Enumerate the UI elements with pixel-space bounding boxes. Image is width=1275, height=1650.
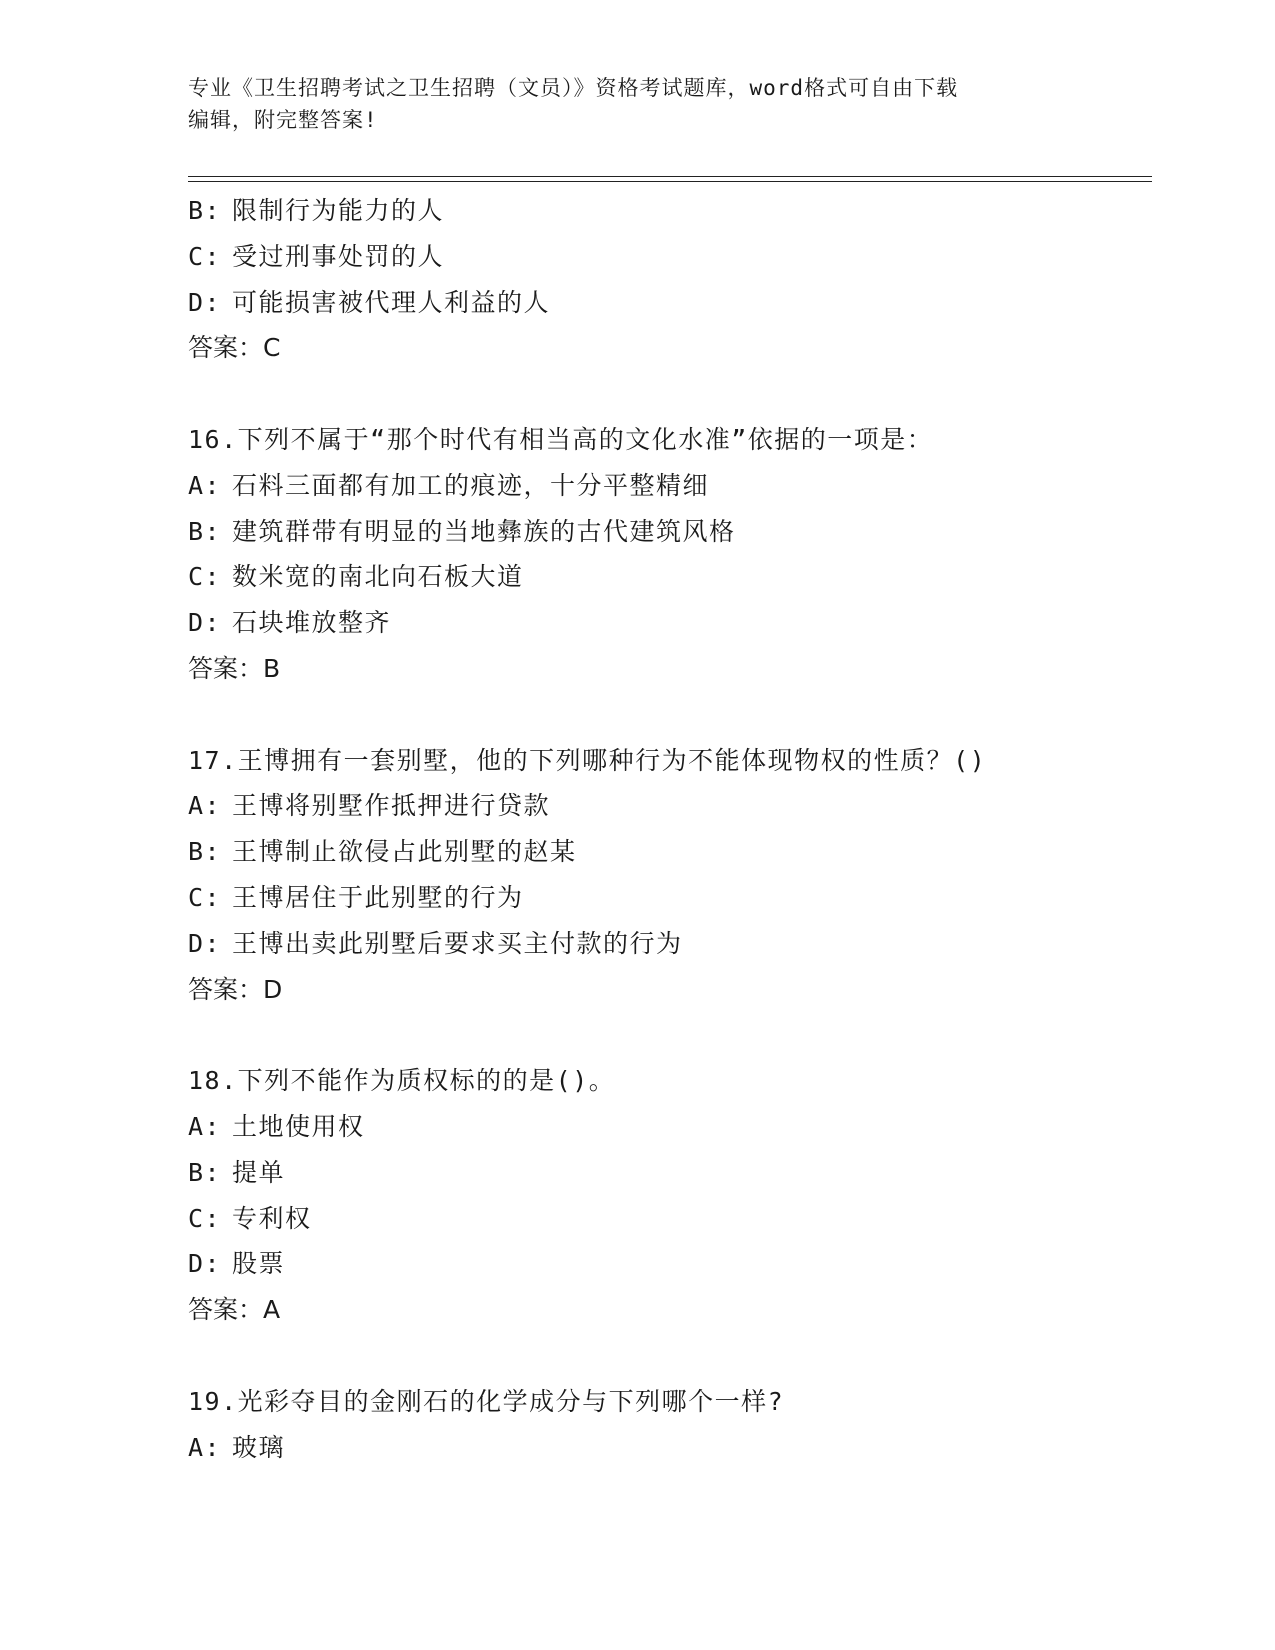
- option-letter: A:: [188, 470, 222, 500]
- answer: 答案：A: [188, 1295, 281, 1325]
- answer: 答案：B: [188, 653, 281, 683]
- option-text: 可能损害被代理人利益的人: [232, 287, 551, 317]
- option-text: 建筑群带有明显的当地彝族的古代建筑风格: [232, 516, 736, 546]
- answer: 答案：C: [188, 333, 281, 363]
- option-a: [188, 783, 1152, 829]
- option-letter: C:: [188, 882, 222, 912]
- document-header: [188, 72, 1068, 136]
- option-d: [188, 600, 1152, 646]
- option-letter: A:: [188, 1111, 222, 1141]
- option-c: [188, 554, 1152, 600]
- option-letter: A:: [188, 791, 222, 821]
- option-letter: D:: [188, 1249, 222, 1279]
- option-letter: D:: [188, 928, 222, 958]
- option-text: 限制行为能力的人: [232, 196, 445, 225]
- option-a: [188, 1425, 1152, 1471]
- option-letter: A:: [188, 1432, 222, 1462]
- option-text: 专利权: [232, 1203, 312, 1233]
- option-text: 提单: [232, 1157, 286, 1187]
- option-text: 受过刑事处罚的人: [232, 241, 445, 271]
- option-letter: C:: [188, 562, 222, 592]
- header-line-2: 编辑，附完整答案!: [188, 108, 378, 132]
- option-letter: C:: [188, 241, 222, 271]
- option-d: [188, 1241, 1152, 1287]
- option-text: 王博出卖此别墅后要求买主付款的行为: [232, 928, 683, 958]
- option-c: [188, 234, 1152, 280]
- question-stem: 16.下列不属于“那个时代有相当高的文化水准”依据的一项是：: [188, 424, 934, 454]
- option-text: 王博居住于此别墅的行为: [232, 882, 524, 912]
- option-c: [188, 1196, 1152, 1242]
- option-letter: D:: [188, 608, 222, 638]
- answer: 答案：D: [188, 974, 283, 1004]
- option-text: 王博将别墅作抵押进行贷款: [232, 791, 551, 821]
- option-a: [188, 463, 1152, 509]
- option-text: 石料三面都有加工的痕迹，十分平整精细: [232, 470, 710, 500]
- option-b: [188, 829, 1152, 875]
- spacer: [188, 692, 1152, 738]
- question-stem: 17.王博拥有一套别墅，他的下列哪种行为不能体现物权的性质？(): [188, 745, 987, 775]
- question-list: [188, 188, 1152, 1470]
- option-d: [188, 921, 1152, 967]
- option-b: [188, 509, 1152, 555]
- option-c: [188, 875, 1152, 921]
- option-text: 玻璃: [232, 1432, 286, 1462]
- option-text: 数米宽的南北向石板大道: [232, 562, 524, 592]
- option-text: 股票: [232, 1249, 286, 1279]
- option-text: 土地使用权: [232, 1111, 365, 1141]
- option-d: [188, 280, 1152, 326]
- spacer: [188, 371, 1152, 417]
- option-a: [188, 1104, 1152, 1150]
- header-line-1: 专业《卫生招聘考试之卫生招聘（文员）》资格考试题库，word格式可自由下载: [188, 76, 959, 100]
- option-letter: B:: [188, 837, 222, 867]
- header-divider-bottom: [188, 181, 1152, 182]
- option-letter: B:: [188, 196, 222, 225]
- option-letter: D:: [188, 287, 222, 317]
- spacer: [188, 1012, 1152, 1058]
- option-text: 王博制止欲侵占此别墅的赵某: [232, 837, 577, 867]
- option-letter: B:: [188, 516, 222, 546]
- question-stem: 18.下列不能作为质权标的的是()。: [188, 1066, 616, 1096]
- header-divider-top: [188, 176, 1152, 177]
- spacer: [188, 1333, 1152, 1379]
- option-b: [188, 1150, 1152, 1196]
- question-stem: 19.光彩夺目的金刚石的化学成分与下列哪个一样?: [188, 1386, 785, 1416]
- option-b: [188, 188, 1152, 234]
- option-text: 石块堆放整齐: [232, 608, 392, 638]
- option-letter: B:: [188, 1157, 222, 1187]
- option-letter: C:: [188, 1203, 222, 1233]
